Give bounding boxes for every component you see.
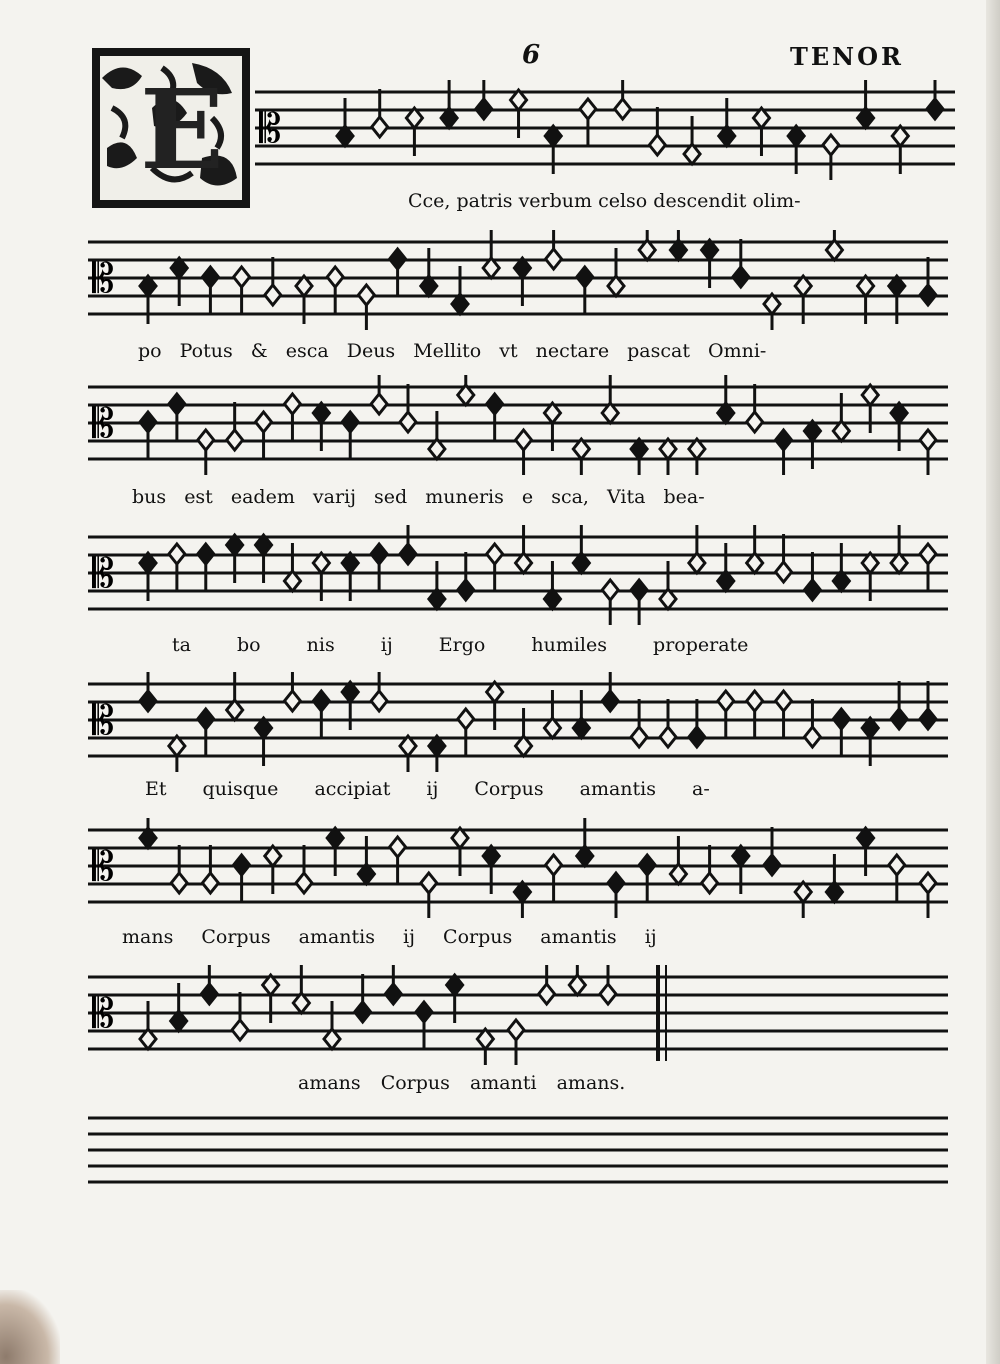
note-head: [140, 691, 156, 711]
note-head: [476, 99, 492, 119]
note-head: [920, 430, 936, 450]
note-head: [327, 267, 343, 287]
note-head: [776, 562, 792, 582]
note-head: [889, 855, 905, 875]
note-head: [487, 544, 503, 564]
note-head: [649, 135, 665, 155]
note-head: [198, 544, 214, 564]
lyric-line-5: Et quisque accipiat ij Corpus amantis a-: [145, 778, 710, 800]
note-head: [372, 117, 388, 137]
page-number: 6: [522, 40, 541, 70]
staff-2: [88, 230, 948, 330]
note-head: [202, 873, 218, 893]
note-head: [198, 709, 214, 729]
lyric-line-1: Cce, patris verbum celso descendit olim-: [408, 190, 801, 212]
note-head: [660, 727, 676, 747]
note-head: [313, 691, 329, 711]
note-head: [602, 580, 618, 600]
note-head: [920, 285, 936, 305]
note-head: [927, 99, 943, 119]
note-head: [234, 267, 250, 287]
note-head: [823, 135, 839, 155]
note-head: [355, 1002, 371, 1022]
note-head: [747, 691, 763, 711]
note-head: [546, 855, 562, 875]
note-head: [920, 544, 936, 564]
lyric-line-3: bus est eadem varij sed muneris e sca, Vita bea-: [132, 486, 705, 508]
note-head: [580, 99, 596, 119]
note-head: [920, 709, 936, 729]
note-head: [400, 544, 416, 564]
initial-letter: E: [140, 65, 224, 194]
note-head: [833, 709, 849, 729]
note-head: [577, 267, 593, 287]
note-head: [385, 984, 401, 1004]
note-head: [702, 873, 718, 893]
staff-4: [88, 525, 948, 625]
note-head: [764, 855, 780, 875]
part-name: TENOR: [790, 42, 904, 71]
note-head: [600, 984, 616, 1004]
decorated-initial: [92, 48, 250, 208]
staff-lines: [88, 387, 948, 459]
note-head: [546, 249, 562, 269]
note-head: [256, 412, 272, 432]
note-head: [265, 285, 281, 305]
note-head: [733, 267, 749, 287]
note-head: [421, 873, 437, 893]
note-head: [284, 394, 300, 414]
note-head: [920, 873, 936, 893]
staff-lines: [88, 1118, 948, 1182]
note-head: [202, 267, 218, 287]
note-head: [747, 412, 763, 432]
note-head: [615, 99, 631, 119]
note-head: [198, 430, 214, 450]
note-head: [508, 1020, 524, 1040]
lyric-line-7: amans Corpus amanti amans.: [298, 1072, 626, 1094]
note-head: [776, 430, 792, 450]
page-edge: [986, 0, 1000, 1364]
note-head: [358, 285, 374, 305]
note-head: [416, 1002, 432, 1022]
note-head: [390, 837, 406, 857]
note-head: [296, 873, 312, 893]
note-head: [804, 727, 820, 747]
note-head: [371, 544, 387, 564]
note-head: [458, 709, 474, 729]
note-head: [227, 430, 243, 450]
lyric-line-6: mans Corpus amantis ij Corpus amantis ij: [122, 926, 657, 948]
note-head: [608, 873, 624, 893]
note-head: [516, 430, 532, 450]
note-head: [171, 873, 187, 893]
note-head: [689, 727, 705, 747]
note-head: [458, 580, 474, 600]
lyric-line-4: ta bo nis ij Ergo humiles properate: [172, 634, 749, 656]
note-head: [342, 412, 358, 432]
clef: 𝄡: [92, 256, 115, 302]
note-head: [776, 691, 792, 711]
clef: 𝄡: [92, 844, 115, 890]
clef: 𝄡: [92, 401, 115, 447]
staff-3: [88, 375, 948, 475]
note-head: [169, 394, 185, 414]
note-head: [602, 691, 618, 711]
note-head: [804, 580, 820, 600]
note-head: [140, 412, 156, 432]
note-head: [371, 691, 387, 711]
note-head: [201, 984, 217, 1004]
note-head: [169, 544, 185, 564]
note-head: [718, 691, 734, 711]
clef: 𝄡: [92, 551, 115, 597]
thumb-shadow: [0, 1290, 60, 1364]
empty-staff: [88, 1110, 948, 1190]
staff-6: [88, 818, 948, 918]
staff-lines: [88, 537, 948, 609]
note-head: [390, 249, 406, 269]
note-head: [284, 691, 300, 711]
note-head: [234, 855, 250, 875]
note-head: [631, 727, 647, 747]
note-head: [371, 394, 387, 414]
clef: 𝄡: [92, 991, 115, 1037]
clef: 𝄡: [259, 106, 282, 152]
clef: 𝄡: [92, 698, 115, 744]
note-head: [631, 580, 647, 600]
note-head: [232, 1020, 248, 1040]
staff-1: [255, 80, 955, 180]
lyric-line-2: po Potus & esca Deus Mellito vt nectare pascat Omni-: [138, 340, 767, 362]
staff-lines: [255, 92, 955, 164]
note-head: [487, 394, 503, 414]
staff-5: [88, 672, 948, 772]
note-head: [891, 709, 907, 729]
note-head: [400, 412, 416, 432]
note-head: [639, 855, 655, 875]
staff-7: [88, 965, 948, 1065]
note-head: [539, 984, 555, 1004]
